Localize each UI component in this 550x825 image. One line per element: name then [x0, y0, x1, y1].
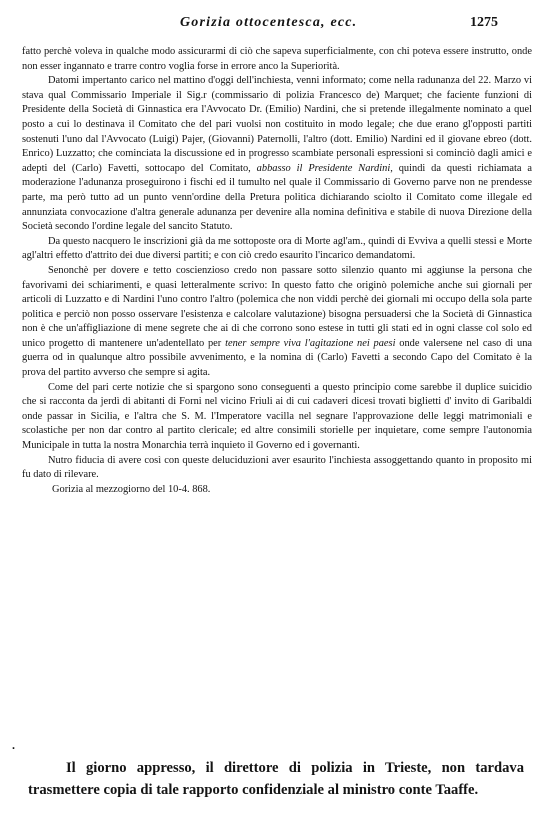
dateline: Gorizia al mezzogiorno del 10-4. 868. [52, 483, 211, 495]
report-paragraph [22, 74, 532, 235]
stray-mark: . [12, 738, 15, 752]
report-paragraph: Come del pari certe notizie che si spargono sono conseguenti a questo principio come sarebbe il duplice suicidio che si racconta da jerdì di abitanti di Forni nel vicino Friuli ai di cui cadaveri dicesi trovati biglietti d' invito di Garibaldi onde passar in Sicilia, e l'altra che S. M. l'Imperatore vacilla nel segnare l'approvazione delle leggi matrimoniali e scolastiche per non dar contro al partito clericale; ed altre consimili storielle per inquietare, come sempre l'autonomia Municipale in tutta la nostra Monarchia terrà inquieto il Governo ed i governanti. [22, 381, 532, 452]
report-text: Senonchè per dovere e tetto coscienzioso credo non passare sotto silenzio quanto mi aggiunse la persona che favorivami dei schiarimenti, e quasi letteralmente scrivo: In questo fatto che originò polemiche anche sui giornali per articoli di Luzzatto e di Nardini l'uno contro l'altro (polemica che non viddi perchè dei giornali mi occupo della sola parte politica e perciò non posso osservare l'esistenza e calcolare valutazione) bisogna persuadersi che la Società di Ginnastica non è che un'affigliazione di mene segrete che ai di che corrono sono estese in tutti gli stati ed in ogni classe col solo ed unico progetto di mantenere un'adentellato per [22, 264, 532, 349]
italic-emphasis: tener sempre viva l'agitazione nei paesi [225, 337, 396, 349]
quoted-police-report [22, 45, 532, 497]
running-title: Gorizia ottocentesca, ecc. [180, 15, 358, 30]
report-paragraph [22, 264, 532, 381]
page-number: 1275 [470, 15, 498, 30]
report-paragraph: Da questo nacquero le inscrizioni già da me sottoposte ora di Morte agl'am., quindi di Evviva a quelli stessi e Morte agl'altri effetto d'attrito dei due diversi partiti; e con ciò credo esaurito l'incarico demandatomi. [22, 235, 532, 262]
italic-emphasis: abbasso il Presidente Nardini [256, 162, 391, 174]
report-text: , quindi da questi richiamata a moderazione l'adunanza proseguirono i fischi ed il tumulto nel quale il Commissario di Governo parve non ne prendesse parte, ma però tutto ad un punto venn'ordine della Pretura politica dichiarando sciolto il Comitato come illegale ed annunziata convocazione d'altra generale adunanza per devenire alla nomina definitiva e stabile di nuova Direzione della Società secondo l'ordine legale del sancito Statuto. [22, 162, 532, 233]
report-text: Datomi impertanto carico nel mattino d'oggi dell'inchiesta, venni informato; come nella radunanza del 22. Marzo vi stava qual Commissario Imperiale il Sig.r (commissario di polizia Francesco de) Marquet; che faciente funzioni di Presidente della Società di Ginnastica era l'Avvocato Dr. (Emilio) Nardini, che si pretende illegalmente nominato a quel posto a cui lo destinava il Comitato che del pari vuolsi non costituito in modo legale; che due erano gl'opposti partiti sostenuti l'uno dal l'Avvocato (Luigi) Pajer, (Giovanni) Paternolli, l'altro (dott. Emilio) Nardini ed il giovane ebreo (dott. Enrico) Luzzatto; che cominciata la discussione ed in progresso scambiate personali espressioni si cominciò dagli amici e adepti del (Carlo) Favetti, sottocapo del Comitato, [22, 75, 532, 174]
closing-paragraph: Il giorno appresso, il direttore di polizia in Trieste, non tardava trasmettere copia di tale rapporto confidenziale al ministro conte Taaffe. [28, 759, 524, 798]
report-paragraph: fatto perchè voleva in qualche modo assicurarmi di ciò che sapeva superficialmente, con chi poteva essere instrutto, onde non esser ingannato e trarre contro voglia forse in errore anco la Superiorità. [22, 46, 532, 72]
report-text: onde valersene nel caso di una guerra od in qualunque altro possibile avvenimento, e la nomina di (Carlo) Favetti a secondo Capo del Comitato è la prova del partito avverso che sempre si agita. [22, 337, 533, 379]
page-header [0, 12, 550, 34]
report-paragraph: Nutro fiducia di avere così con queste deluciduzioni aver esaurito l'inchiesta assoggettando quanto in proposito mi fu dato di rilevare. [22, 454, 532, 481]
